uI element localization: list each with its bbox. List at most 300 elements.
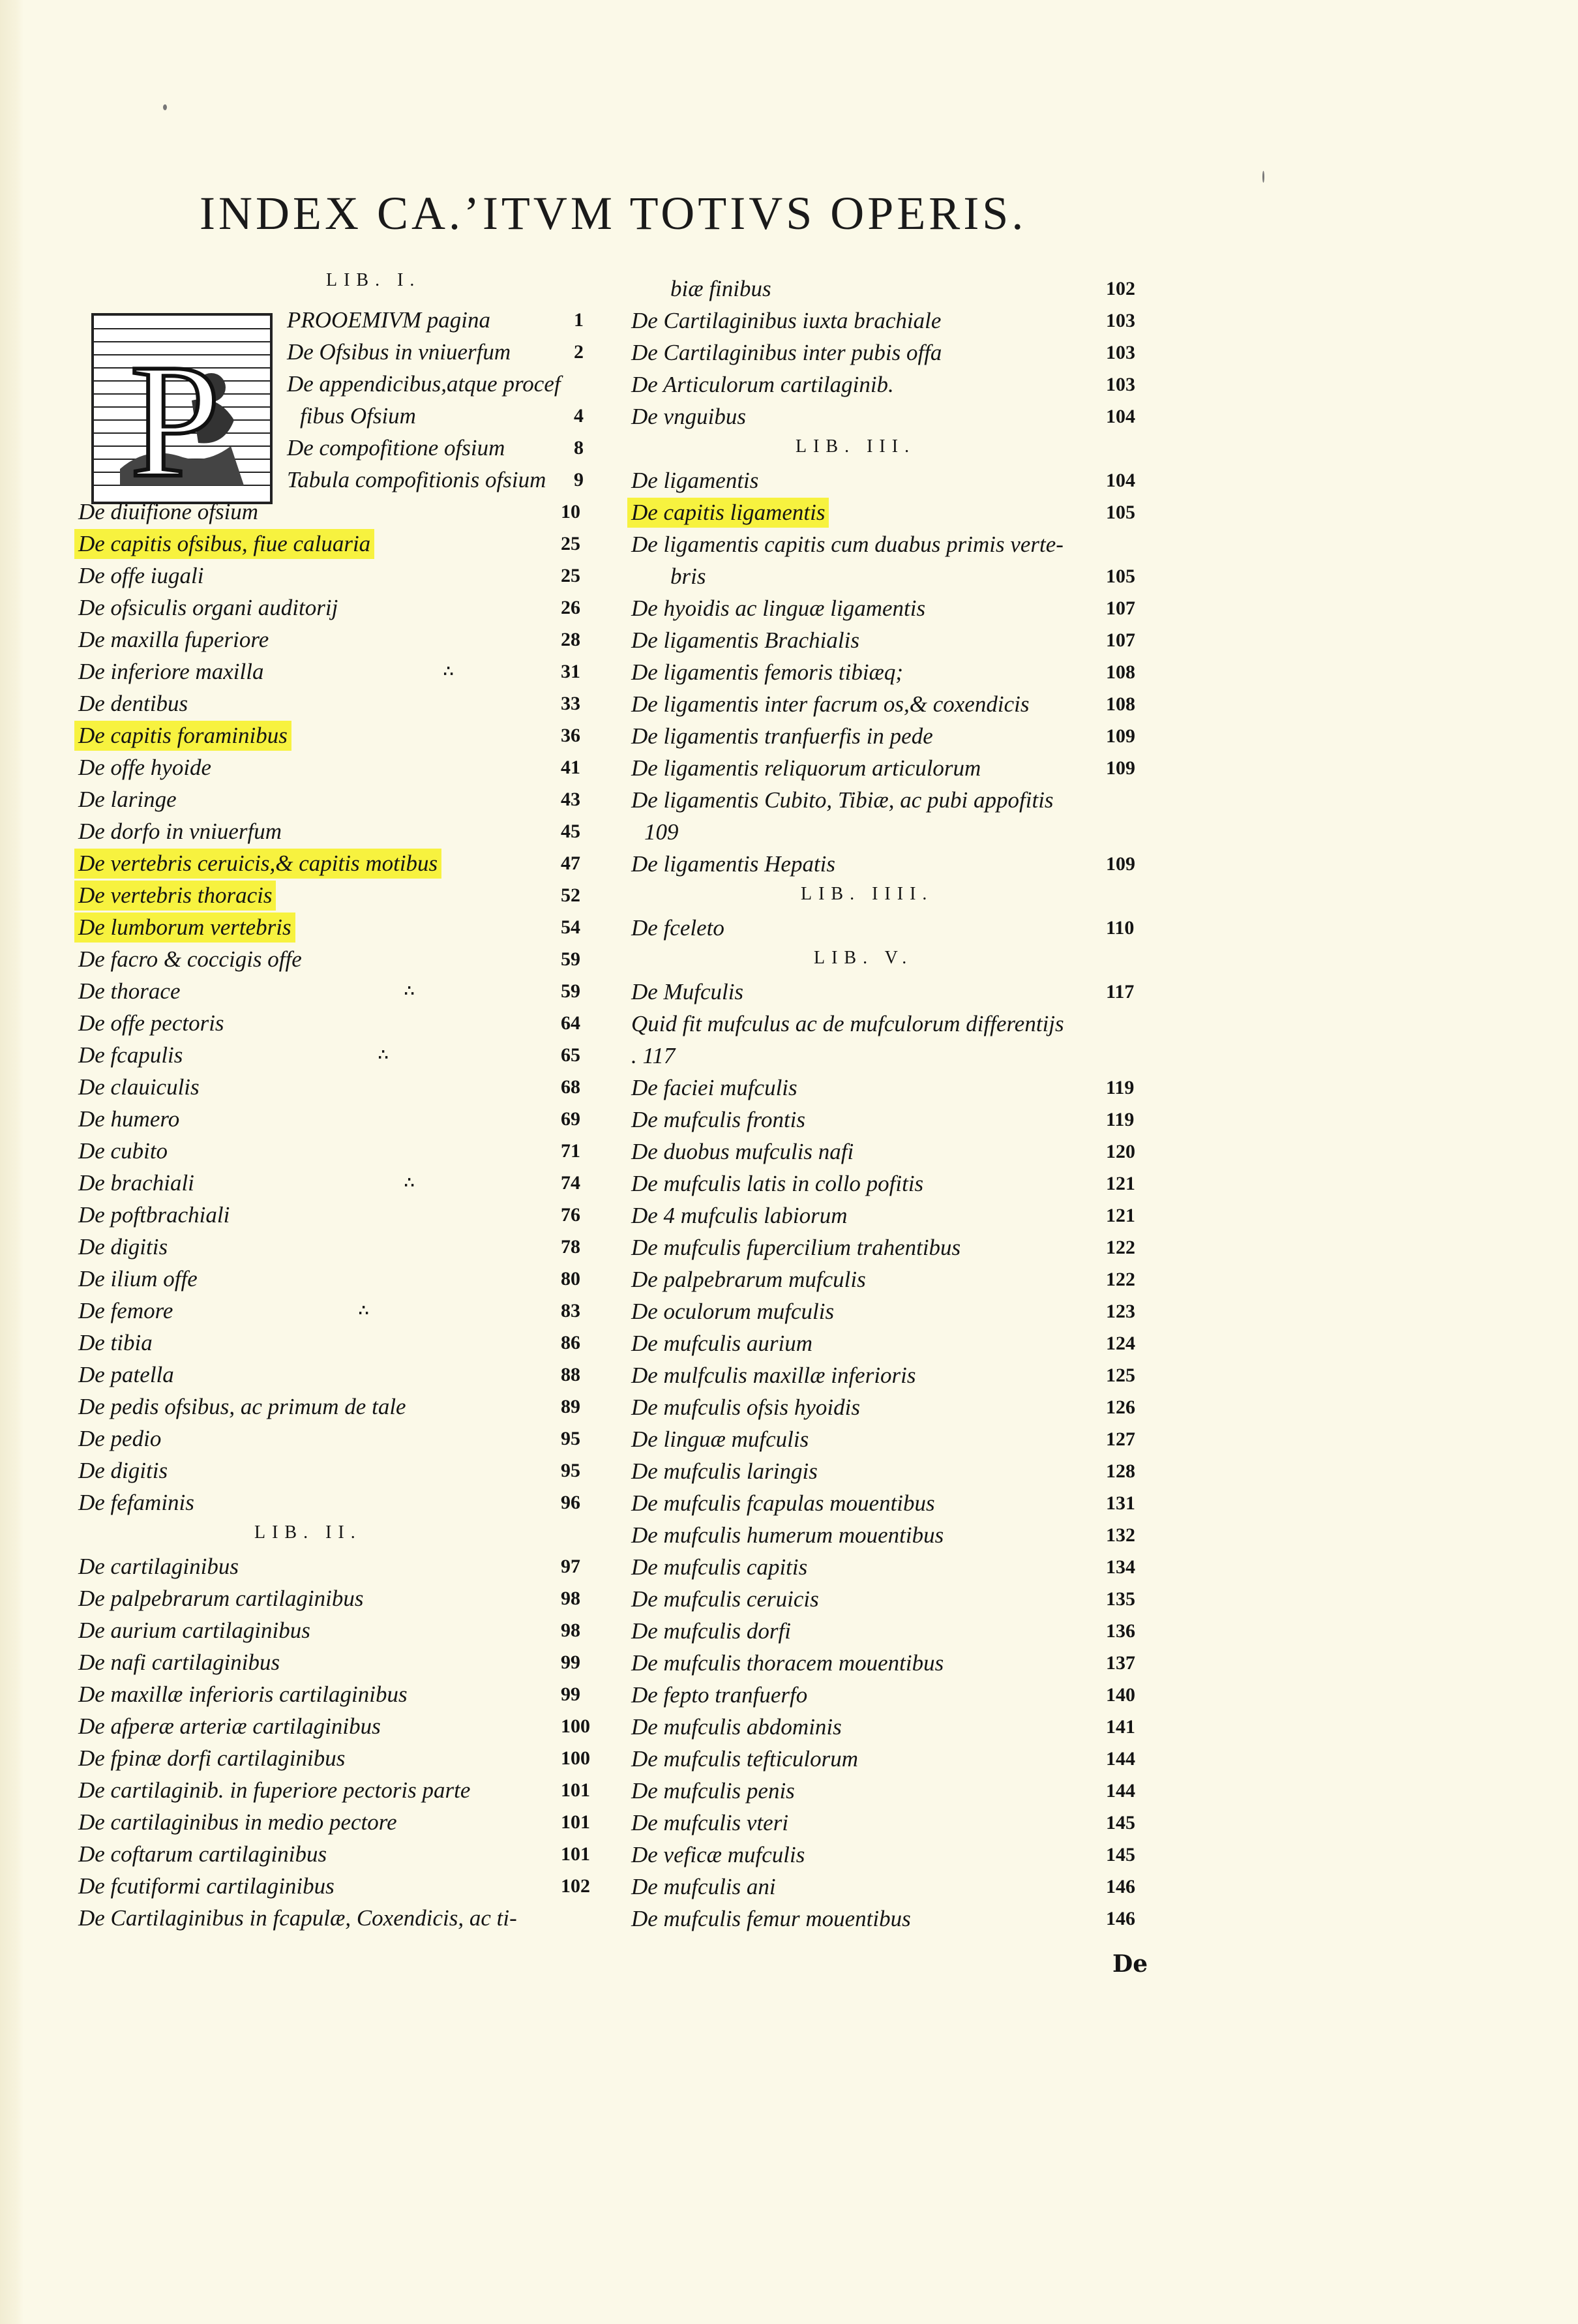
entry-title: De mufculis ceruicis [631,1586,819,1612]
page-number: 107 [1106,629,1135,651]
page-number: 103 [1106,374,1135,395]
entry-title: De femore [78,1298,173,1323]
page-number: 9 [574,469,584,490]
index-row [631,1776,1166,1806]
entry-title: De mufculis capitis [631,1554,808,1580]
index-row [631,753,1166,783]
page-number: 110 [1106,917,1135,939]
index-row [631,530,1166,560]
page-number: 103 [1106,342,1135,363]
index-row [631,1009,1166,1039]
page-number: 41 [561,757,580,778]
entry-title: De pedio [78,1426,162,1451]
entry-title: De laringe [78,787,177,812]
book-header-lib-2: LIB. II. [254,1522,362,1543]
entry-title: De mulfculis maxillæ inferioris [631,1363,916,1388]
ornament-icon: ∴ [404,983,415,1000]
preamble-row [78,401,600,431]
page-number: 86 [561,1332,580,1353]
index-row [78,1743,600,1773]
index-row [78,753,600,783]
entry-title: De Mufculis [631,979,744,1004]
entry-title: De poftbrachiali [78,1202,230,1228]
page-number: 43 [561,789,580,810]
entry-title: De Ofsibus in vniuerfum [287,339,511,365]
index-row [631,1744,1166,1774]
index-row [631,1712,1166,1742]
index-row [631,1488,1166,1518]
entry-title: De ligamentis inter facrum os,& coxendicis [631,691,1030,717]
entry-title: De digitis [78,1234,168,1260]
entry-title: De thorace [78,978,181,1004]
index-row [631,1169,1166,1199]
index-row [631,1233,1166,1263]
index-row [631,1265,1166,1295]
page-number: 108 [1106,693,1135,715]
page-number: 125 [1106,1365,1135,1386]
entry-title: De offe hyoide [78,755,212,780]
entry-title: De mufculis ani [631,1874,776,1899]
page-number: 100 [561,1715,590,1737]
page-number: 131 [1106,1492,1135,1514]
index-row [631,626,1166,656]
entry-title: De Cartilaginibus inter pubis offa [631,340,942,365]
page-number: 98 [561,1620,580,1641]
entry-title: De cartilaginibus [78,1554,239,1579]
entry-title: De mufculis frontis [631,1107,806,1132]
entry-title: De mufculis tefticulorum [631,1746,859,1772]
page-number: 102 [561,1875,590,1897]
entry-title: De pedis ofsibus, ac primum de tale [78,1394,406,1419]
index-row [78,497,600,527]
entry-title: Quid fit mufculus ac de mufculorum differentijs [631,1011,1064,1036]
page-number: 83 [561,1300,580,1321]
page-number: 123 [1106,1301,1135,1322]
index-row [78,1775,600,1805]
index-row [631,274,1166,304]
index-row [631,1552,1166,1582]
index-row [78,1456,600,1486]
page-number: 135 [1106,1588,1135,1610]
entry-title: De mufculis femur mouentibus [631,1906,911,1931]
page-number: 45 [561,821,580,842]
index-row [78,1712,600,1742]
page-number: 36 [561,725,580,746]
index-row [78,1903,600,1933]
index-row [78,1680,600,1710]
index-row [78,944,600,974]
page-number: 137 [1106,1652,1135,1674]
entry-title: De vnguibus [631,404,746,429]
page-number: 97 [561,1556,580,1577]
page-number: 146 [1106,1876,1135,1897]
entry-title: De mufculis abdominis [631,1714,842,1740]
book-header-lib-5: LIB. V. [814,948,914,968]
page-number: 25 [561,533,580,554]
page-number: 78 [561,1236,580,1258]
index-row [631,1361,1166,1391]
preamble-row [78,369,600,399]
index-row [631,1808,1166,1838]
entry-title: De lumborum vertebris [74,913,295,943]
entry-title: De brachiali [78,1170,194,1196]
entry-title: De cartilaginibus in medio pectore [78,1809,397,1835]
page-number: 8 [574,437,584,459]
entry-title: De mufculis fupercilium trahentibus [631,1235,961,1260]
entry-title: De nafi cartilaginibus [78,1650,280,1675]
entry-title: De hyoidis ac linguæ ligamentis [631,596,926,621]
page-number: 89 [561,1396,580,1417]
drop-cap-letter: P [130,331,221,502]
page-number: 134 [1106,1556,1135,1578]
entry-title: De capitis foraminibus [74,721,291,751]
index-row [631,689,1166,719]
entry-title: De maxilla fuperiore [78,627,269,652]
index-row [631,1137,1166,1167]
page-number: 52 [561,884,580,906]
index-row [78,625,600,655]
page-number: 101 [561,1811,590,1833]
page-number: 121 [1106,1205,1135,1226]
page-number: 74 [561,1172,580,1194]
entry-title: De capitis ofsibus, fiue caluaria [74,529,374,559]
entry-title: De inferiore maxilla [78,659,264,684]
page-number: 88 [561,1364,580,1385]
entry-title: De ligamentis reliquorum articulorum [631,755,981,781]
index-row [78,785,600,815]
index-row [78,1040,600,1070]
ornament-icon: ∴ [378,1047,389,1064]
page-number: 101 [561,1843,590,1865]
entry-title: De mufculis humerum mouentibus [631,1522,944,1548]
index-row [631,1520,1166,1550]
entry-title: De mufculis latis in collo pofitis [631,1171,924,1196]
entry-title: De palpebrarum cartilaginibus [78,1586,364,1611]
entry-title: De compofitione ofsium [287,435,505,460]
entry-title: De diuifione ofsium [78,499,259,524]
ornament-icon: ∴ [404,1175,415,1192]
page-number: 136 [1106,1620,1135,1642]
entry-title: De oculorum mufculis [631,1299,835,1324]
entry-title: biæ finibus [670,276,771,301]
page-number: 122 [1106,1237,1135,1258]
index-row [78,593,600,623]
index-row [78,817,600,847]
page-number: 102 [1106,278,1135,299]
page-number: 105 [1106,566,1135,587]
entry-title: De faciei mufculis [631,1075,797,1100]
entry-title: De mufculis penis [631,1778,795,1803]
index-row [78,1072,600,1102]
entry-title: De mufculis aurium [631,1331,813,1356]
entry-title: De offe iugali [78,563,204,588]
index-row [631,1840,1166,1870]
entry-title: PROOEMIVM pagina [287,307,491,333]
entry-title: fibus Ofsium [300,403,416,429]
entry-title: bris [670,564,706,589]
index-row [631,849,1166,879]
index-row [631,1041,1166,1071]
entry-title: De ofsiculis organi auditorij [78,595,338,620]
index-row [78,913,600,943]
index-row [78,1552,600,1582]
page-number: 107 [1106,597,1135,619]
index-row [78,1871,600,1901]
entry-title: De Articulorum cartilaginib. [631,372,894,397]
page-number: 47 [561,853,580,874]
page-number: 144 [1106,1748,1135,1770]
index-row [631,466,1166,496]
index-row [78,1584,600,1614]
entry-title: De ligamentis Brachialis [631,627,859,653]
page-number: 119 [1106,1077,1135,1098]
page-number: 68 [561,1076,580,1098]
preamble-row [78,337,600,367]
page-number: 122 [1106,1269,1135,1290]
page-number: 117 [1106,981,1135,1003]
index-row [631,1201,1166,1231]
entry-title: De ligamentis Hepatis [631,851,836,877]
page-number: 127 [1106,1428,1135,1450]
page-number: 10 [561,501,580,522]
book-header-lib-3: LIB. III. [796,436,916,457]
page-number: 99 [561,1683,580,1705]
index-row [631,1393,1166,1423]
entry-title: De offe pectoris [78,1010,224,1036]
index-row [78,529,600,559]
entry-title: De tibia [78,1330,153,1355]
entry-title: De mufculis fcapulas mouentibus [631,1490,935,1516]
entry-title: De afperæ arteriæ cartilaginibus [78,1713,381,1739]
index-row [78,721,600,751]
index-row [631,1872,1166,1902]
preamble-row [78,465,600,495]
entry-title: De ligamentis capitis cum duabus primis verte- [631,532,1064,557]
entry-title: De mufculis vteri [631,1810,789,1835]
index-row [78,849,600,879]
page-number: 71 [561,1140,580,1162]
page-number: 64 [561,1012,580,1034]
index-row [631,1073,1166,1103]
entry-title: De 4 mufculis labiorum [631,1203,848,1228]
ink-speck [163,104,167,110]
entry-title: De fceleto [631,915,724,941]
page-number: 109 [1106,757,1135,779]
entry-title: De linguæ mufculis [631,1426,809,1452]
preamble-row [78,433,600,463]
page-number: 128 [1106,1460,1135,1482]
book-header-lib-1: LIB. I. [326,270,421,290]
page-number: 104 [1106,406,1135,427]
index-row [631,657,1166,687]
entry-title: De palpebrarum mufculis [631,1267,866,1292]
index-row [631,913,1166,943]
page-number: 95 [561,1428,580,1449]
page-number: 1 [574,309,584,331]
entry-title: De ligamentis tranfuerfis in pede [631,723,933,749]
page-number: 54 [561,916,580,938]
page-number: 100 [561,1747,590,1769]
entry-title: De ligamentis Cubito, Tibiæ, ac pubi appofitis [631,787,1054,813]
entry-title: De fcapulis [78,1042,183,1068]
index-row [78,1648,600,1678]
index-row [78,1807,600,1837]
entry-title: De mufculis ofsis hyoidis [631,1395,860,1420]
page-number: 126 [1106,1396,1135,1418]
page-number: 96 [561,1492,580,1513]
page-number: 105 [1106,502,1135,523]
index-row [631,370,1166,400]
index-row [631,498,1166,528]
page-number: 99 [561,1652,580,1673]
entry-title: De fpinæ dorfi cartilaginibus [78,1745,346,1771]
page-number: 4 [574,405,584,427]
page-number: 119 [1106,1109,1135,1130]
entry-title: Tabula compofitionis ofsium [287,467,546,492]
index-row [78,689,600,719]
entry-title: De cubito [78,1138,168,1164]
index-row [78,1296,600,1326]
entry-title: De coftarum cartilaginibus [78,1841,327,1867]
entry-title: De cartilaginib. in fuperiore pectoris parte [78,1777,471,1803]
index-row [631,721,1166,751]
page-number: 145 [1106,1812,1135,1834]
index-row [78,1839,600,1869]
index-row [78,1328,600,1358]
page-number: 76 [561,1204,580,1226]
entry-title: De vertebris ceruicis,& capitis motibus [74,849,441,879]
page-number: 59 [561,980,580,1002]
page-number: 2 [574,341,584,363]
entry-title: De duobus mufculis nafi [631,1139,854,1164]
index-row [631,1648,1166,1678]
index-row [631,1584,1166,1614]
preamble-row [78,305,600,335]
page-number: 132 [1106,1524,1135,1546]
entry-title: De mufculis laringis [631,1458,818,1484]
index-row [78,1264,600,1294]
index-row [78,1488,600,1518]
index-row [78,1104,600,1134]
index-row [78,1392,600,1422]
ornament-icon: ∴ [359,1303,369,1320]
entry-title: De fcutiformi cartilaginibus [78,1873,335,1899]
page-number: 80 [561,1268,580,1290]
entry-title: De maxillæ inferioris cartilaginibus [78,1682,408,1707]
index-row [78,1232,600,1262]
entry-title: De fefaminis [78,1490,194,1515]
index-row [631,562,1166,592]
entry-title: De fepto tranfuerfo [631,1682,808,1708]
entry-title: De clauiculis [78,1074,200,1100]
entry-title: 109 [644,819,679,845]
page-number: 121 [1106,1173,1135,1194]
entry-title: De dorfo in vniuerfum [78,819,282,844]
page-number: 109 [1106,853,1135,875]
index-row [78,1616,600,1646]
page-number: 141 [1106,1716,1135,1738]
index-row [631,1616,1166,1646]
index-row [631,306,1166,336]
index-row [78,1200,600,1230]
entry-title: De mufculis thoracem mouentibus [631,1650,944,1676]
entry-title: De digitis [78,1458,168,1483]
entry-title: De Cartilaginibus in fcapulæ, Coxendicis, ac ti- [78,1905,517,1931]
index-row [631,977,1166,1007]
page-number: 26 [561,597,580,618]
page-number: 124 [1106,1333,1135,1354]
page-number: 33 [561,693,580,714]
page-number: 59 [561,948,580,970]
page-number: 65 [561,1044,580,1066]
ink-speck [1262,171,1264,183]
page-number: 25 [561,565,580,586]
page-number: 140 [1106,1684,1135,1706]
entry-title: De mufculis dorfi [631,1618,791,1644]
index-row [78,1008,600,1038]
page-number: 95 [561,1460,580,1481]
page-number: 108 [1106,661,1135,683]
book-header-lib-4: LIB. IIII. [801,884,934,904]
entry-title: De aurium cartilaginibus [78,1618,310,1643]
index-row [78,1168,600,1198]
page-number: 144 [1106,1780,1135,1802]
entry-title: De ligamentis [631,468,759,493]
index-row [78,1424,600,1454]
page-number: 31 [561,661,580,682]
index-row [78,561,600,591]
index-row [631,1456,1166,1486]
page-number: 101 [561,1779,590,1801]
index-row [631,1297,1166,1327]
page-edge [0,0,23,2324]
entry-title: De dentibus [78,691,188,716]
page-number: 69 [561,1108,580,1130]
index-row [631,817,1166,847]
ornament-icon: ∴ [443,663,454,680]
entry-title: De vertebris thoracis [74,881,276,911]
entry-title: . 117 [631,1043,676,1068]
page-title: INDEX CA.ʼITVM TOTIVS OPERIS. [200,187,1027,239]
entry-title: De patella [78,1362,174,1387]
page-number: 145 [1106,1844,1135,1865]
index-row [631,785,1166,815]
entry-title: De ilium offe [78,1266,198,1291]
index-row [631,338,1166,368]
entry-title: De appendicibus,atque procef [287,371,561,397]
index-row [631,1425,1166,1455]
page-number: 28 [561,629,580,650]
entry-title: De humero [78,1106,180,1132]
index-row [631,402,1166,432]
page-number: 120 [1106,1141,1135,1162]
entry-title: De facro & coccigis offe [78,946,302,972]
index-row [78,1136,600,1166]
index-row [78,1360,600,1390]
entry-title: De veficæ mufculis [631,1842,805,1867]
index-row [631,1329,1166,1359]
page-number: 98 [561,1588,580,1609]
catchword: De [1112,1950,1148,1978]
index-row [631,1105,1166,1135]
index-row [631,594,1166,624]
page-number: 103 [1106,310,1135,331]
page-number: 109 [1106,725,1135,747]
page-number: 146 [1106,1908,1135,1929]
entry-title: De ligamentis femoris tibiæq; [631,659,904,685]
entry-title: De capitis ligamentis [627,498,829,528]
index-row [78,976,600,1006]
